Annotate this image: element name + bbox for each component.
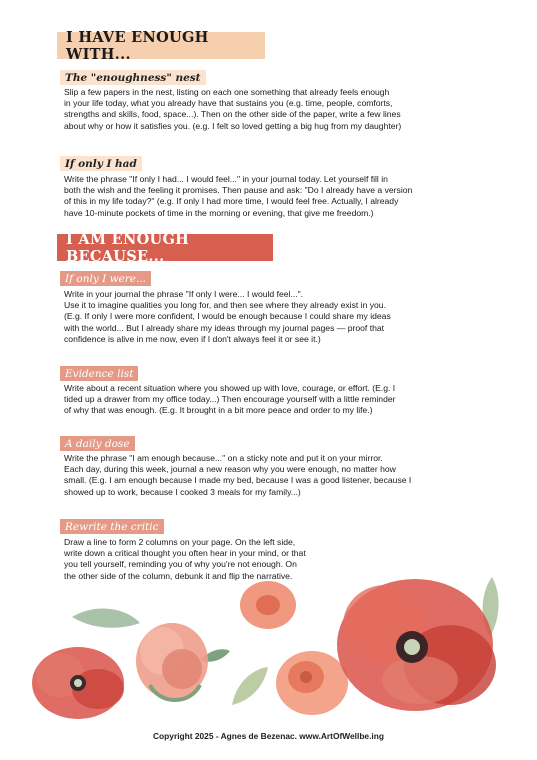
text-line: have 10-minute pockets of time in the morning or evening, that give me freedom.) [64, 207, 374, 218]
paragraph-if-only-i-were [64, 289, 484, 345]
text-line: Draw a line to form 2 columns on your page. On the left side, [64, 537, 296, 547]
text-line: showed up to work, because I cooked 3 meals for my family...) [64, 486, 301, 497]
text-line: confidence is alive in me now, even if I don't always feel it or see it.) [64, 333, 321, 344]
subheading-enoughness-nest: The "enoughness" nest [60, 70, 206, 85]
text-line: Slip a few papers in the nest, listing on each one something that already feels enough [64, 87, 390, 97]
paragraph-enoughness-nest [64, 87, 484, 132]
text-line: Write the phrase "I am enough because..." on a sticky note and put it on your mirror. [64, 453, 383, 463]
text-line: strengths and skills, food, space...). Then on the other side of the paper, write a few lines [64, 109, 401, 120]
poppy-flowers-illustration [0, 565, 537, 730]
text-line: in your life today, what you already have that sustains you (e.g. time, people, comforts, [64, 98, 393, 109]
subheading-evidence-list: Evidence list [60, 366, 138, 381]
text-line: both the wish and the feeling it promises. Then pause and ask: "Do I already have a version [64, 185, 413, 196]
text-line: the other side of the column, debunk it and flip the narrative. [64, 570, 293, 581]
poppy-flower-large [337, 579, 496, 711]
text-line: Write the phrase "If only I had... I would feel..." in your journal today. Let yourself fill in [64, 174, 388, 184]
text-line: Use it to imagine qualities you long for, and then see where they already exist in you. [64, 300, 386, 311]
paragraph-evidence-list [64, 383, 484, 417]
text-line: tided up a drawer from my office today...) Then encourage yourself with a little reminder [64, 394, 396, 405]
text-line: of this in my life today?" (e.g. If only I had more time, I would feel free. Actually, I already [64, 196, 399, 207]
section-title-have-enough: I HAVE ENOUGH WITH... [57, 32, 265, 59]
text-line: you tell yourself, reminding you of why you're not enough. On [64, 559, 297, 570]
text-line: small. (E.g. I am enough because I made my bed, because I was a good listener, because I [64, 475, 412, 486]
text-line: write down a critical thought you often hear in your mind, or that [64, 548, 306, 559]
subheading-daily-dose: A daily dose [60, 436, 135, 451]
paragraph-if-only-i-had [64, 174, 484, 219]
subheading-rewrite-critic: Rewrite the critic [60, 519, 164, 534]
peony-flower [136, 623, 208, 700]
text-line: about why or how it satisfies you. (e.g. I felt so loved getting a big hug from my daughter) [64, 120, 402, 131]
leaf-icon [232, 667, 268, 705]
text-line: Write about a recent situation where you showed up with love, courage, or effort. (E.g. I [64, 383, 396, 393]
text-line: (E.g. If only I were more confident, I would be enough because I could share my ideas [64, 311, 391, 322]
text-line: of why that was enough. (E.g. It brought in a bit more peace and order to my life.) [64, 405, 373, 416]
rose-flower-middle [276, 651, 348, 715]
text-line: with the world... But I already share my ideas through my journal pages — proof that [64, 322, 385, 333]
paragraph-daily-dose [64, 453, 484, 498]
subheading-if-only-i-were: If only I were... [60, 271, 151, 286]
copyright-footer: Copyright 2025 - Agnes de Bezenac. www.ArtOfWellbe.ing [153, 731, 384, 741]
poppy-flower-left [32, 647, 124, 719]
subheading-if-only-i-had: If only I had [60, 156, 142, 171]
section-title-am-enough: I AM ENOUGH BECAUSE... [57, 234, 273, 261]
leaf-icon [72, 608, 140, 627]
small-rose-top [240, 581, 296, 629]
text-line: Write in your journal the phrase "If only I were... I would feel...". [64, 289, 304, 299]
text-line: Each day, during this week, journal a new reason why you were enough, no matter how [64, 464, 396, 475]
